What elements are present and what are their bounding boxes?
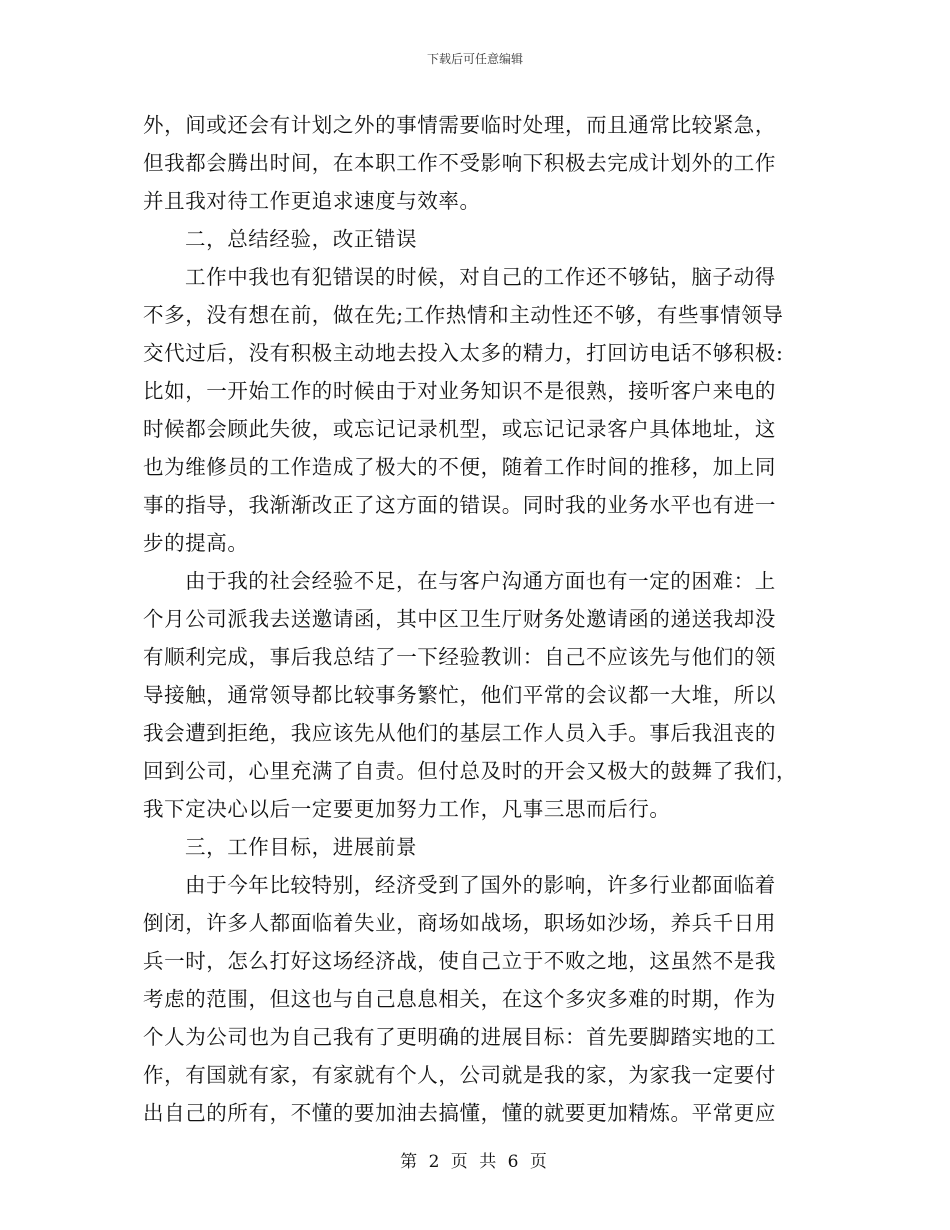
text-line: 回到公司，心里充满了自责。但付总及时的开会又极大的鼓舞了我们， xyxy=(143,759,798,783)
text-line: 也为维修员的工作造成了极大的不便，随着工作时间的推移，加上同 xyxy=(143,455,776,479)
text-line: 我会遭到拒绝，我应该先从他们的基层工作人员入手。事后我沮丧的 xyxy=(143,721,776,745)
text-line: 出自己的所有，不懂的要加油去搞懂，懂的就要更加精炼。平常更应 xyxy=(143,1101,776,1125)
paragraph-first-line: 三，工作目标，进展前景 xyxy=(185,835,418,859)
text-line: 并且我对待工作更追求速度与效率。 xyxy=(143,189,481,213)
text-line: 但我都会腾出时间，在本职工作不受影响下积极去完成计划外的工作 xyxy=(143,151,776,175)
document-body xyxy=(143,106,808,1132)
text-line: 个月公司派我去送邀请函，其中区卫生厅财务处邀请函的递送我却没 xyxy=(143,607,776,631)
text-line: 不多，没有想在前，做在先;工作热情和主动性还不够，有些事情领导 xyxy=(143,303,784,327)
text-line: 有顺利完成，事后我总结了一下经验教训：自己不应该先与他们的领 xyxy=(143,645,776,669)
text-line: 比如，一开始工作的时候由于对业务知识不是很熟，接听客户来电的 xyxy=(143,379,776,403)
paragraph-first-line: 二，总结经验，改正错误 xyxy=(185,227,418,251)
text-line: 导接触，通常领导都比较事务繁忙，他们平常的会议都一大堆，所以 xyxy=(143,683,776,707)
text-line: 个人为公司也为自己我有了更明确的进展目标：首先要脚踏实地的工 xyxy=(143,1025,776,1049)
text-line: 事的指导，我渐渐改正了这方面的错误。同时我的业务水平也有进一 xyxy=(143,493,776,517)
paragraph-first-line: 由于我的社会经验不足，在与客户沟通方面也有一定的困难：上 xyxy=(185,569,776,593)
page-header: 下载后可任意编辑 xyxy=(426,52,523,66)
text-line: 考虑的范围，但这也与自己息息相关，在这个多灾多难的时期，作为 xyxy=(143,987,776,1011)
text-line: 兵一时，怎么打好这场经济战，使自己立于不败之地，这虽然不是我 xyxy=(143,949,776,973)
text-line: 步的提高。 xyxy=(143,531,249,555)
text-line: 外，间或还会有计划之外的事情需要临时处理，而且通常比较紧急， xyxy=(143,113,776,137)
text-line: 倒闭，许多人都面临着失业，商场如战场，职场如沙场，养兵千日用 xyxy=(143,911,776,935)
paragraph-first-line: 工作中我也有犯错误的时候，对自己的工作还不够钻，脑子动得 xyxy=(185,265,776,289)
text-line: 时候都会顾此失彼，或忘记记录机型，或忘记记录客户具体地址，这 xyxy=(143,417,776,441)
text-line: 我下定决心以后一定要更加努力工作，凡事三思而后行。 xyxy=(143,797,671,821)
paragraph-first-line: 由于今年比较特别，经济受到了国外的影响，许多行业都面临着 xyxy=(185,873,776,897)
text-line: 交代过后，没有积极主动地去投入太多的精力，打回访电话不够积极: xyxy=(143,341,784,365)
page-number-footer: 第 2 页 共 6 页 xyxy=(400,1152,550,1172)
text-line: 作，有国就有家，有家就有个人，公司就是我的家，为家我一定要付 xyxy=(143,1063,776,1087)
